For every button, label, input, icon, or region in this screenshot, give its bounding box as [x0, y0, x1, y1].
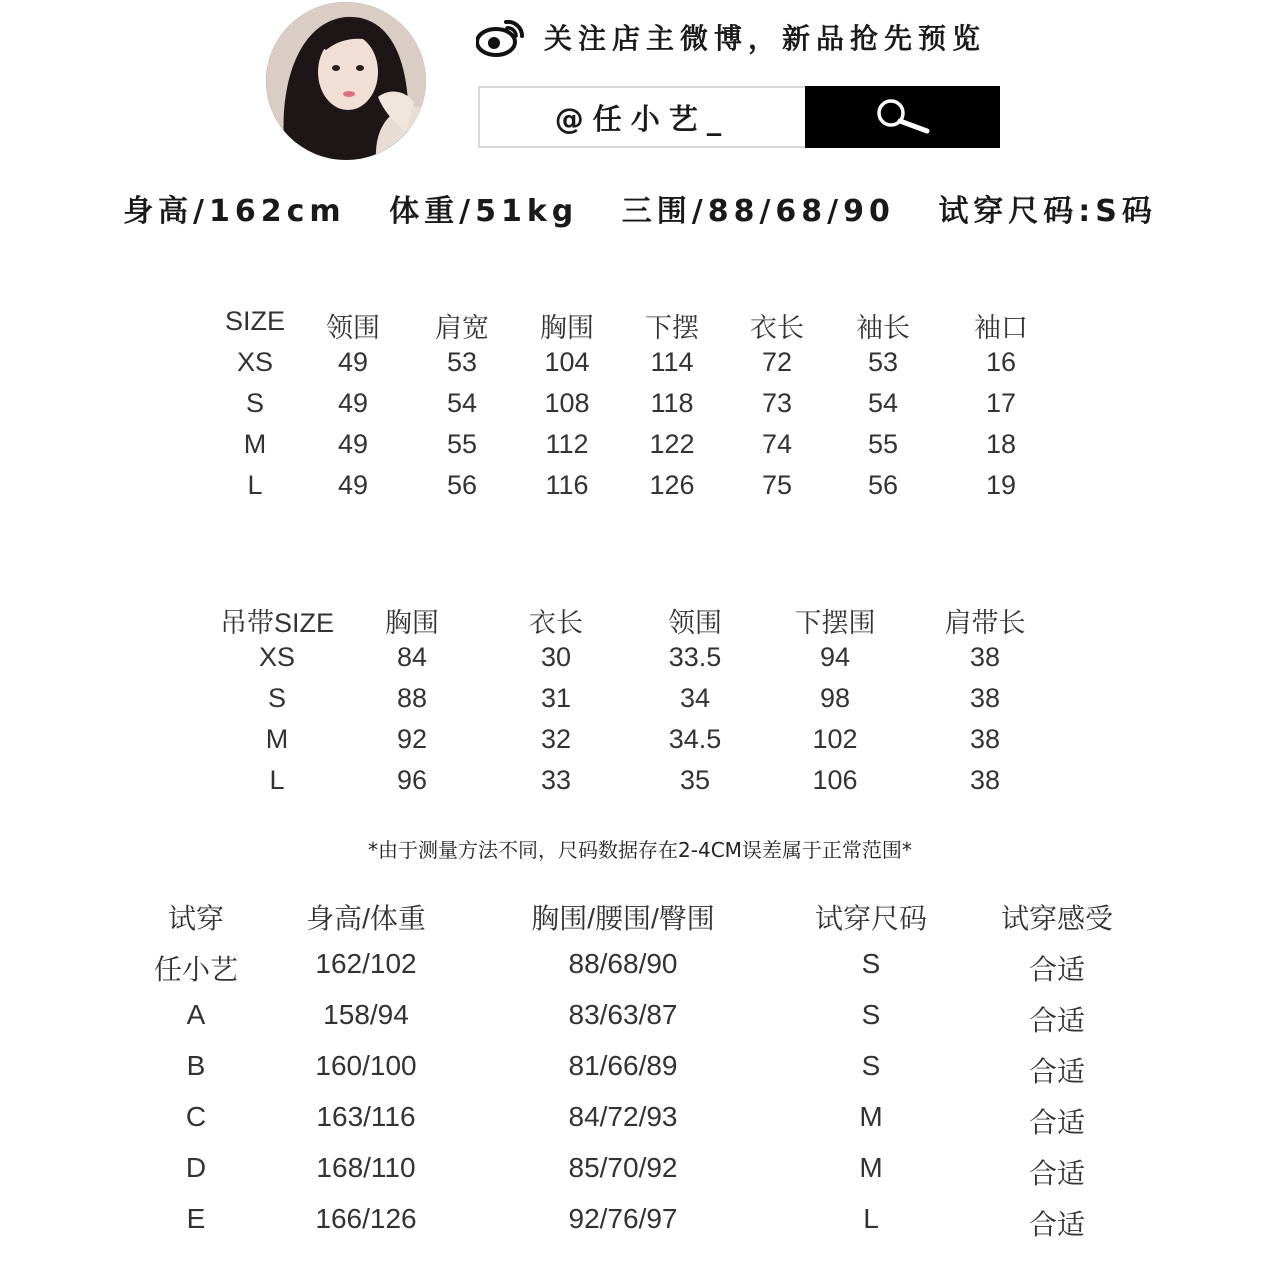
table-header-cell: 吊带SIZE [219, 608, 335, 638]
table-cell: 53 [867, 347, 899, 377]
table-cell: M [265, 724, 289, 754]
table-header-cell: 胸围 [385, 608, 439, 638]
table-cell: 49 [337, 388, 369, 418]
table-cell: 38 [969, 724, 1001, 754]
table-cell: 108 [544, 388, 590, 418]
table-cell: 104 [544, 347, 590, 377]
model-height: 身高/162cm [123, 194, 346, 229]
table-cell: 55 [867, 429, 899, 459]
table-cell: 166/126 [315, 1203, 417, 1234]
table-cell: L [247, 470, 263, 500]
table-header-cell: 衣长 [529, 608, 583, 638]
table-header-cell: 下摆围 [794, 608, 876, 638]
table-cell: M [859, 1152, 883, 1183]
table-cell: S [861, 948, 881, 979]
table-cell: 16 [985, 347, 1017, 377]
table-cell: 162/102 [315, 948, 417, 979]
table-cell: S [267, 683, 287, 713]
table-header-cell: 胸围/腰围/臀围 [531, 903, 715, 934]
table-cell: 81/66/89 [568, 1050, 678, 1081]
model-weight: 体重/51kg [389, 194, 579, 229]
measurement-note: *由于测量方法不同，尺码数据存在2-4CM误差属于正常范围* [368, 838, 912, 862]
table-header-cell: 领围 [326, 313, 380, 343]
table-cell: 35 [679, 765, 711, 795]
table-cell: D [185, 1152, 207, 1183]
table-cell: 合适 [1028, 1056, 1086, 1087]
table-cell: 38 [969, 683, 1001, 713]
table-header-cell: 身高/体重 [306, 903, 426, 934]
table-cell: 56 [867, 470, 899, 500]
table-cell: E [186, 1203, 206, 1234]
table-cell: 84 [396, 642, 428, 672]
table-cell: 17 [985, 388, 1017, 418]
follow-banner [476, 14, 986, 60]
table-cell: 18 [985, 429, 1017, 459]
table-cell: S [245, 388, 265, 418]
table-cell: 84/72/93 [568, 1101, 678, 1132]
table-cell: 33.5 [668, 642, 722, 672]
table-cell: 88 [396, 683, 428, 713]
table-cell: 任小艺 [153, 954, 239, 985]
table-cell: 106 [812, 765, 858, 795]
table-cell: 32 [540, 724, 572, 754]
table-cell: 88/68/90 [568, 948, 678, 979]
table-cell: 122 [649, 429, 695, 459]
table-cell: L [863, 1203, 879, 1234]
table-cell: 92 [396, 724, 428, 754]
weibo-icon [476, 16, 526, 58]
table-cell: 38 [969, 642, 1001, 672]
table-cell: S [861, 1050, 881, 1081]
avatar [266, 2, 426, 160]
table-cell: 54 [867, 388, 899, 418]
table-cell: 116 [545, 470, 589, 500]
table-cell: 98 [819, 683, 851, 713]
table-cell: M [243, 429, 267, 459]
table-cell: 74 [761, 429, 793, 459]
table-cell: 49 [337, 429, 369, 459]
table-cell: C [185, 1101, 207, 1132]
table-cell: 30 [540, 642, 572, 672]
table-cell: 49 [337, 470, 369, 500]
table-header-cell: 肩宽 [435, 313, 489, 343]
table-cell: 合适 [1028, 954, 1086, 985]
table-cell: 31 [540, 683, 572, 713]
table-cell: 112 [545, 429, 589, 459]
model-measurements: 三围/88/68/90 [621, 194, 895, 229]
table-cell: 92/76/97 [568, 1203, 678, 1234]
table-cell: 160/100 [315, 1050, 417, 1081]
table-cell: 83/63/87 [568, 999, 678, 1030]
table-cell: 94 [819, 642, 851, 672]
table-cell: 168/110 [316, 1152, 416, 1183]
table-cell: 102 [812, 724, 858, 754]
table-header-cell: 胸围 [540, 313, 594, 343]
search-button[interactable] [805, 86, 1000, 148]
table-header-cell: 试穿尺码 [814, 903, 928, 934]
table-cell: 合适 [1028, 1209, 1086, 1240]
table-header-cell: 袖口 [974, 313, 1028, 343]
table-cell: XS [236, 347, 274, 377]
table-header-cell: 试穿 [167, 903, 225, 934]
table-cell: 75 [761, 470, 793, 500]
table-cell: 49 [337, 347, 369, 377]
table-header-cell: 下摆 [645, 313, 699, 343]
table-cell: L [269, 765, 285, 795]
table-cell: 34 [679, 683, 711, 713]
table-header-cell: 袖长 [856, 313, 910, 343]
table-cell: 38 [969, 765, 1001, 795]
table-cell: 85/70/92 [568, 1152, 678, 1183]
table-cell: 163/116 [316, 1101, 416, 1132]
table-cell: 118 [650, 388, 694, 418]
table-cell: 56 [446, 470, 478, 500]
model-size: 试穿尺码:S码 [938, 194, 1157, 229]
table-header-cell: 衣长 [750, 313, 804, 343]
table-cell: 126 [649, 470, 695, 500]
table-cell: 158/94 [323, 999, 409, 1030]
table-cell: 73 [761, 388, 793, 418]
table-cell: 72 [761, 347, 793, 377]
table-cell: 54 [446, 388, 478, 418]
table-cell: 合适 [1028, 1158, 1086, 1189]
search-icon [873, 97, 933, 137]
table-cell: 33 [540, 765, 572, 795]
table-cell: 19 [985, 470, 1017, 500]
avatar-photo [266, 2, 426, 160]
table-cell: M [859, 1101, 883, 1132]
table-cell: 114 [650, 347, 694, 377]
table-header-cell: 领围 [668, 608, 722, 638]
table-cell: S [861, 999, 881, 1030]
follow-text: 关注店主微博，新品抢先预览 [544, 22, 987, 55]
table-cell: 合适 [1028, 1005, 1086, 1036]
table-cell: 55 [446, 429, 478, 459]
search-input[interactable]: @任小艺_ [478, 86, 805, 148]
table-cell: XS [258, 642, 296, 672]
table-header-cell: SIZE [224, 306, 286, 336]
model-stats [0, 186, 1280, 230]
table-header-cell: 试穿感受 [1000, 903, 1114, 934]
table-cell: 96 [396, 765, 428, 795]
table-cell: B [186, 1050, 206, 1081]
table-cell: 34.5 [668, 724, 722, 754]
table-cell: 53 [446, 347, 478, 377]
table-cell: A [186, 999, 206, 1030]
table-header-cell: 肩带长 [944, 608, 1026, 638]
table-cell: 合适 [1028, 1107, 1086, 1138]
